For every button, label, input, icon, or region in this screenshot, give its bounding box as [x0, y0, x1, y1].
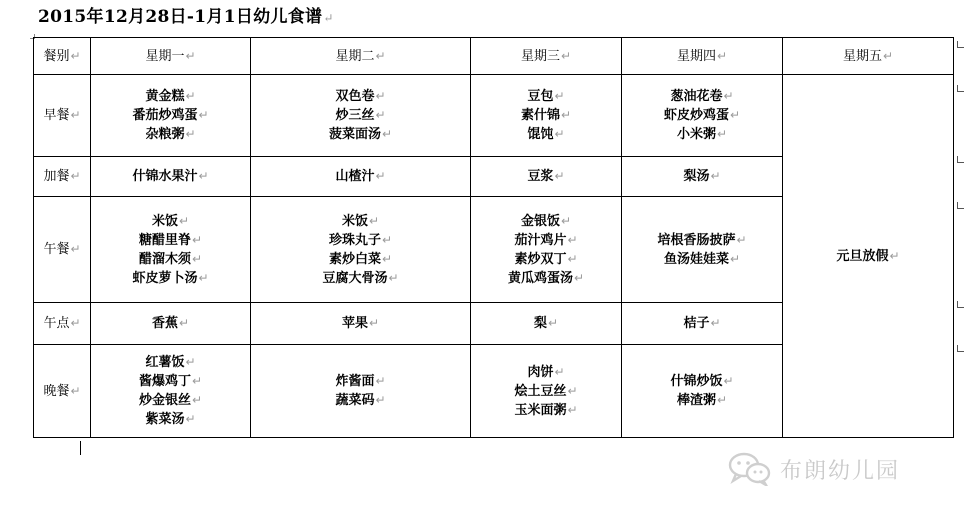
- cell-mon-snack: [91, 157, 251, 197]
- cell-thu-snack: [622, 157, 783, 197]
- cell-friday-holiday: 元旦放假↵: [783, 75, 954, 438]
- dish: 梨汤↵: [683, 169, 721, 184]
- cell-tue-breakfast: [251, 75, 471, 157]
- cell-thu-dinner: [622, 345, 783, 438]
- dish: 炸酱面↵: [335, 374, 386, 389]
- watermark: [728, 452, 900, 486]
- row-end-mark: [957, 301, 964, 308]
- row-end-mark: [957, 156, 964, 163]
- dish: 蔬菜码↵: [335, 393, 386, 408]
- dish: 素什锦↵: [520, 108, 572, 123]
- cell-wed-breakfast: [471, 75, 622, 157]
- cell-thu-afternoon: [622, 303, 783, 345]
- row-end-mark: [957, 202, 964, 209]
- header-meal: 餐别↵: [34, 38, 91, 75]
- cell-tue-lunch: [251, 197, 471, 303]
- dish: 豆浆↵: [527, 169, 565, 184]
- dish: 双色卷↵: [335, 89, 386, 104]
- dish: 茄汁鸡片↵: [514, 232, 578, 248]
- dish: 馄饨↵: [527, 127, 565, 142]
- dish: 黄瓜鸡蛋汤↵: [507, 270, 585, 286]
- dish: 酱爆鸡丁↵: [138, 374, 203, 389]
- dish: 炒金银丝↵: [138, 393, 203, 408]
- row-end-mark: [957, 41, 964, 48]
- cell-mon-breakfast: [91, 75, 251, 157]
- dish: 虾皮炒鸡蛋↵: [663, 108, 741, 123]
- dish: 炒三丝↵: [335, 108, 386, 123]
- page-title: 2015年12月28日-1月1日幼儿食谱↵: [38, 7, 334, 27]
- header-wednesday: 星期三↵: [471, 38, 622, 75]
- wechat-icon: [728, 452, 772, 486]
- text-cursor: [80, 441, 81, 455]
- cell-thu-lunch: [622, 197, 783, 303]
- dish: 玉米面粥↵: [514, 402, 578, 418]
- paragraph-mark-icon: ↵: [323, 11, 334, 25]
- dish: 素炒白菜↵: [328, 251, 393, 267]
- dish: 紫菜汤↵: [145, 412, 196, 427]
- cell-wed-lunch: [471, 197, 622, 303]
- dish: 香蕉↵: [151, 316, 190, 331]
- dish: 金银饭↵: [520, 213, 572, 229]
- dish: 什锦炒饭↵: [670, 374, 734, 389]
- dish: 豆包↵: [527, 89, 565, 104]
- dish: 米饭↵: [151, 213, 190, 229]
- dish: 虾皮萝卜汤↵: [132, 270, 209, 286]
- dish: 醋溜木须↵: [138, 251, 203, 267]
- cell-wed-afternoon: [471, 303, 622, 345]
- dish: 棒渣粥↵: [676, 393, 728, 408]
- dish: 山楂汁↵: [335, 169, 386, 184]
- header-tuesday: 星期二↵: [251, 38, 471, 75]
- dish: 素炒双丁↵: [514, 251, 578, 267]
- meal-label: 午餐↵: [34, 197, 91, 303]
- dish: 桔子↵: [683, 316, 721, 331]
- row-end-mark: [957, 85, 964, 92]
- meal-label: 午点↵: [34, 303, 91, 345]
- dish: 什锦水果汁↵: [132, 169, 209, 184]
- dish: 糖醋里脊↵: [138, 232, 203, 248]
- header-friday: 星期五↵: [783, 38, 954, 75]
- dish: 黄金糕↵: [145, 89, 196, 104]
- cell-tue-snack: [251, 157, 471, 197]
- dish: 杂粮粥↵: [145, 127, 196, 142]
- dish: 米饭↵: [341, 213, 380, 229]
- dish: 肉饼↵: [527, 364, 565, 380]
- row-end-mark: [957, 345, 964, 352]
- header-thursday: 星期四↵: [622, 38, 783, 75]
- meal-label: 晚餐↵: [34, 345, 91, 438]
- cell-mon-afternoon: [91, 303, 251, 345]
- cell-wed-dinner: [471, 345, 622, 438]
- dish: 珍珠丸子↵: [328, 232, 393, 248]
- watermark-text: 布朗幼儿园: [780, 458, 901, 484]
- dish: 鱼汤娃娃菜↵: [663, 251, 741, 267]
- cell-mon-lunch: [91, 197, 251, 303]
- cell-thu-breakfast: [622, 75, 783, 157]
- cell-tue-afternoon: [251, 303, 471, 345]
- meal-label: 加餐↵: [34, 157, 91, 197]
- dish: 番茄炒鸡蛋↵: [132, 108, 209, 123]
- dish: 小米粥↵: [676, 127, 728, 142]
- row-breakfast: [34, 75, 954, 157]
- cell-tue-dinner: [251, 345, 471, 438]
- header-monday: 星期一↵: [91, 38, 251, 75]
- header-row: [34, 38, 954, 75]
- dish: 培根香肠披萨↵: [657, 232, 747, 248]
- dish: 菠菜面汤↵: [328, 127, 393, 142]
- dish: 红薯饭↵: [145, 355, 196, 370]
- cell-mon-dinner: [91, 345, 251, 438]
- meal-label: 早餐↵: [34, 75, 91, 157]
- dish: 苹果↵: [341, 316, 380, 331]
- dish: 烩土豆丝↵: [514, 383, 578, 399]
- cell-wed-snack: [471, 157, 622, 197]
- dish: 梨↵: [533, 316, 559, 331]
- dish: 葱油花卷↵: [670, 89, 734, 104]
- dish: 豆腐大骨汤↵: [322, 270, 399, 286]
- menu-table: [33, 37, 954, 438]
